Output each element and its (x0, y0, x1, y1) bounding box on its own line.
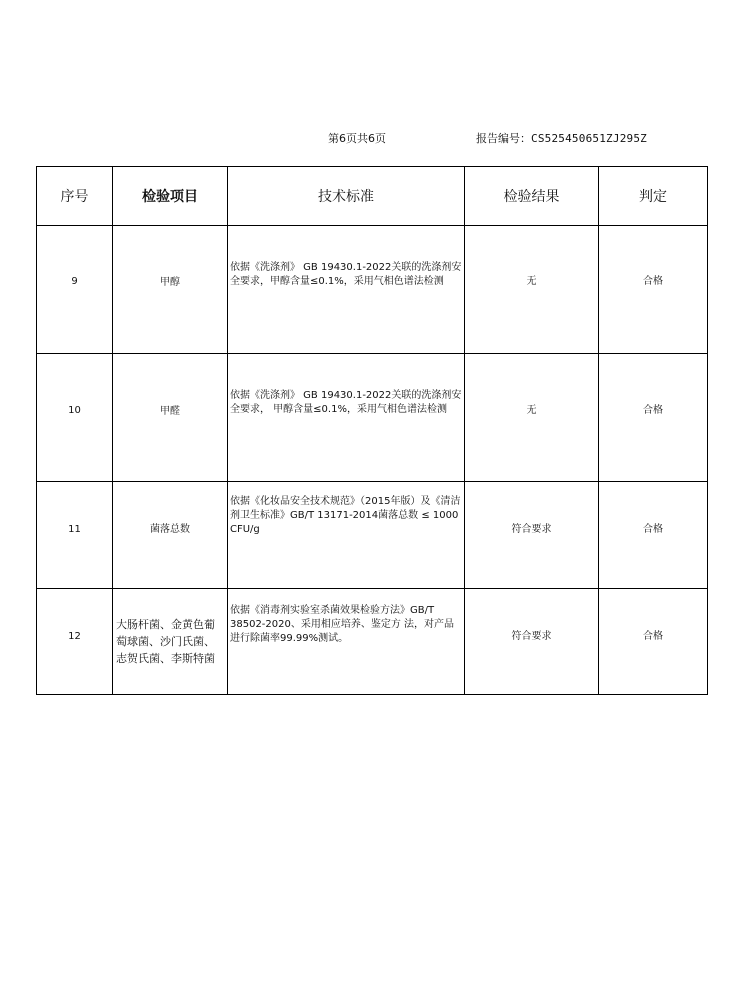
column-header-result: 检验结果 (465, 167, 599, 226)
inspection-result: 无 (465, 354, 599, 482)
column-header-item: 检验项目 (113, 167, 228, 226)
technical-standard: 依据《洗涤剂》 GB 19430.1-2022关联的洗涤剂安全要求， 甲醇含量≤0.1%，采用气相色谱法检测 (228, 354, 465, 482)
inspection-item: 菌落总数 (113, 482, 228, 589)
technical-standard: 依据《洗涤剂》 GB 19430.1-2022关联的洗涤剂安全要求，甲醇含量≤0.1%，采用气相色谱法检测 (228, 226, 465, 354)
inspection-item: 大肠杆菌、金黄色葡萄球菌、沙门氏菌、志贺氏菌、李斯特菌 (113, 589, 228, 695)
page-header (0, 130, 750, 146)
row-number: 11 (37, 482, 113, 589)
row-number: 9 (37, 226, 113, 354)
inspection-result: 无 (465, 226, 599, 354)
table-header-row (37, 167, 708, 226)
inspection-result: 符合要求 (465, 589, 599, 695)
inspection-results-table (36, 166, 708, 695)
inspection-item: 甲醛 (113, 354, 228, 482)
inspection-item: 甲醇 (113, 226, 228, 354)
table-row (37, 482, 708, 589)
report-number-label: 报告编号： (476, 132, 531, 145)
table-row (37, 226, 708, 354)
table-row (37, 354, 708, 482)
judgement: 合格 (599, 354, 708, 482)
judgement: 合格 (599, 589, 708, 695)
row-number: 12 (37, 589, 113, 695)
judgement: 合格 (599, 226, 708, 354)
judgement: 合格 (599, 482, 708, 589)
column-header-no: 序号 (37, 167, 113, 226)
technical-standard: 依据《消毒剂实验室杀菌效果检验方法》GB/T 38502-2020、采用相应培养、鉴定方 法，对产品进行除菌率99.99%测试。 (228, 589, 465, 695)
page-number: 第6页共6页 (328, 132, 386, 145)
column-header-standard: 技术标准 (228, 167, 465, 226)
report-number (476, 130, 647, 146)
row-number: 10 (37, 354, 113, 482)
column-header-judgement: 判定 (599, 167, 708, 226)
technical-standard: 依据《化妆品安全技术规范》（2015年版）及《清洁剂卫生标准》GB/T 13171-2014菌落总数 ≤ 1000 CFU/g (228, 482, 465, 589)
report-number-code: CS525450651ZJ295Z (531, 132, 647, 145)
inspection-result: 符合要求 (465, 482, 599, 589)
table-row (37, 589, 708, 695)
